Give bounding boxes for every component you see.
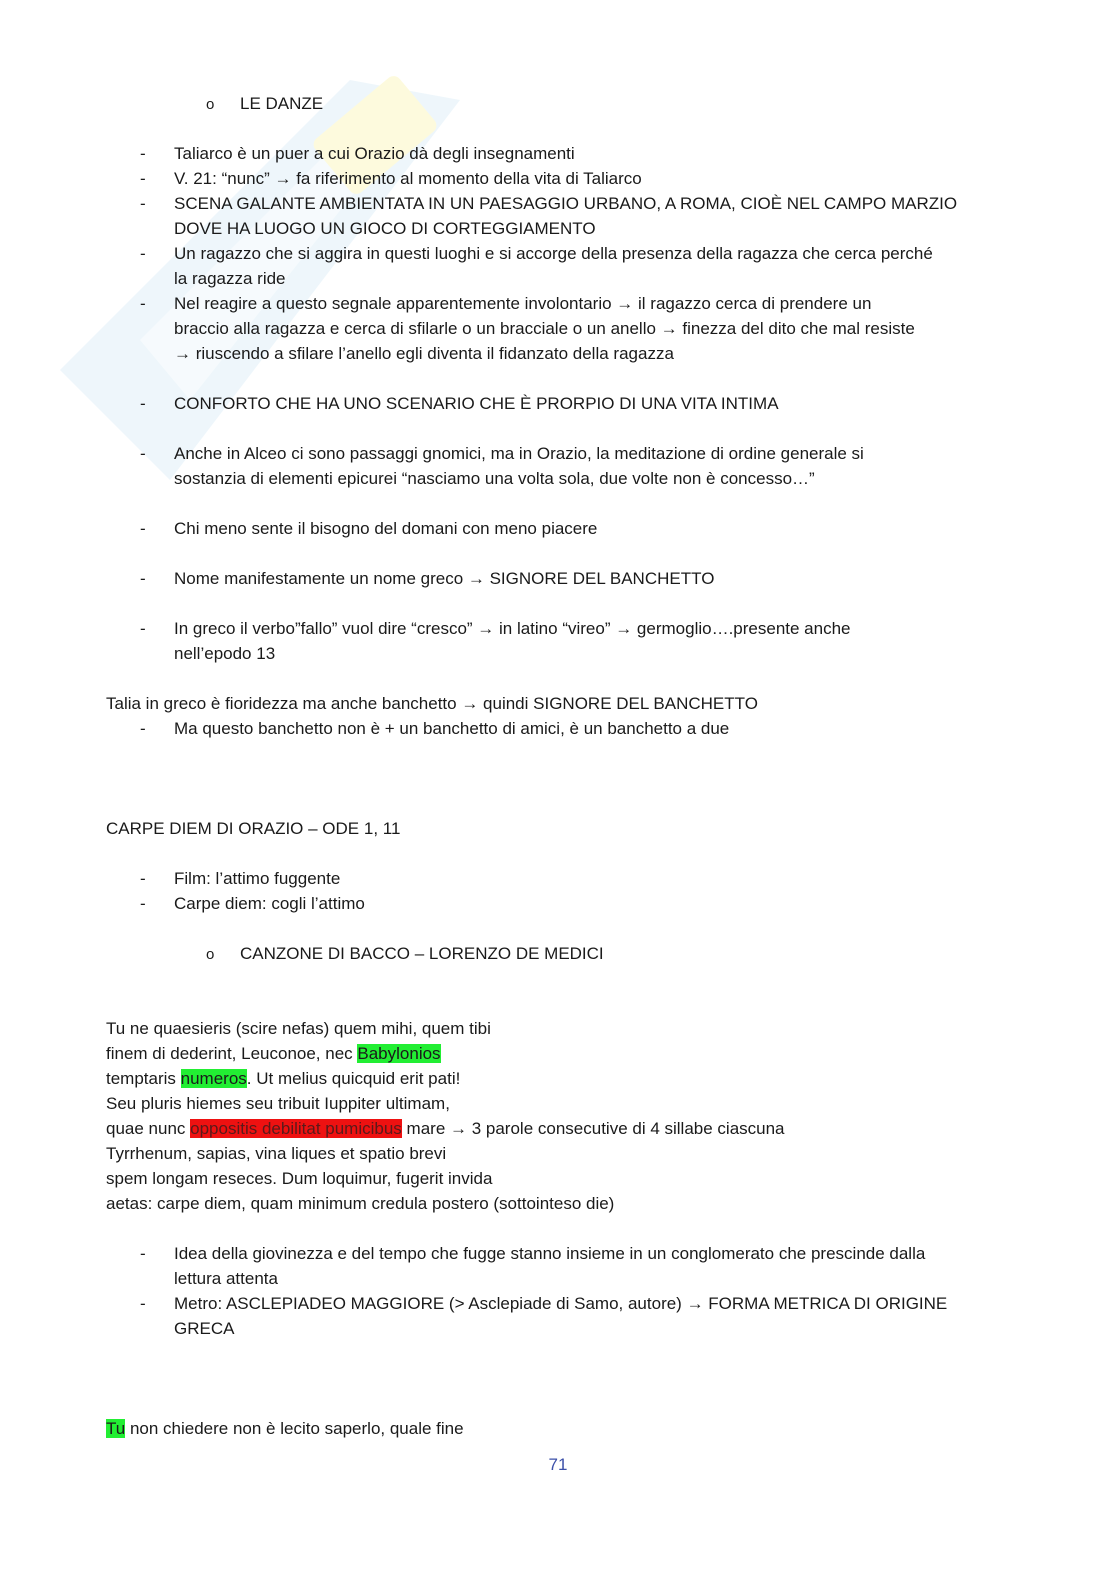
poem-line: spem longam reseces. Dum loquimur, fugerit invida [106,1169,493,1188]
poem-line: finem di dederint, Leuconoe, nec Babylonios [106,1044,441,1063]
list-item-line: Metro: ASCLEPIADEO MAGGIORE (> Asclepiade di Samo, autore) → FORMA METRICA DI ORIGINE [174,1294,948,1313]
list-item-line: la ragazza ride [174,269,286,288]
dash-bullet: - [140,169,146,188]
highlight-green: Tu [106,1419,126,1438]
dash-bullet: - [140,894,146,913]
dash-bullet: - [140,294,146,313]
list-item-line: Un ragazzo che si aggira in questi luoghi e si accorge della presenza della ragazza che cerca perché [174,244,933,263]
list-item-line: sostanzia di elementi epicurei “nasciamo una volta sola, due volte non è concesso…” [174,469,815,488]
subheading: CANZONE DI BACCO – LORENZO DE MEDICI [240,944,604,963]
dash-bullet: - [140,519,146,538]
dash-bullet: - [140,1244,146,1263]
list-item-line: Nome manifestamente un nome greco → SIGNORE DEL BANCHETTO [174,569,715,588]
dash-bullet: - [140,869,146,888]
circle-bullet: o [206,96,215,113]
poem-line: Tu ne quaesieris (scire nefas) quem mihi, quem tibi [106,1019,491,1038]
list-item-line: V. 21: “nunc” → fa riferimento al momento della vita di Taliarco [174,169,642,188]
dash-bullet: - [140,569,146,588]
list-item-line: In greco il verbo”fallo” vuol dire “cresco” → in latino “vireo” → germoglio….presente anche [174,619,851,638]
highlight-green: numeros [180,1069,247,1088]
poem-line: Tyrrhenum, sapias, vina liques et spatio brevi [106,1144,447,1163]
list-item-line: CONFORTO CHE HA UNO SCENARIO CHE È PRORPIO DI UNA VITA INTIMA [174,394,779,413]
list-item-line: Chi meno sente il bisogno del domani con meno piacere [174,519,598,538]
page-number: 71 [548,1455,568,1474]
highlight-green: Babylonios [357,1044,441,1063]
list-item-line: Nel reagire a questo segnale apparentemente involontario → il ragazzo cerca di prendere un [174,294,872,313]
dash-bullet: - [140,444,146,463]
list-item-line: DOVE HA LUOGO UN GIOCO DI CORTEGGIAMENTO [174,219,596,238]
list-item-line: → riuscendo a sfilare l’anello egli diventa il fidanzato della ragazza [174,344,674,363]
highlight-red: oppositis debilitat pumicibus [190,1119,402,1138]
subheading: LE DANZE [240,94,324,113]
poem-line: quae nunc oppositis debilitat pumicibus mare → 3 parole consecutive di 4 sillabe ciascuna [106,1119,785,1138]
list-item: Carpe diem: cogli l’attimo [174,894,365,913]
list-item-line: Taliarco è un puer a cui Orazio dà degli insegnamenti [174,144,575,163]
dash-bullet: - [140,1294,146,1313]
section-title: CARPE DIEM DI ORAZIO – ODE 1, 11 [106,819,401,838]
dash-bullet: - [140,144,146,163]
poem-line: aetas: carpe diem, quam minimum credula postero (sottointeso die) [106,1194,615,1213]
talia-bullet: Ma questo banchetto non è + un banchetto di amici, è un banchetto a due [174,719,730,738]
list-item-line: braccio alla ragazza e cerca di sfilarle o un bracciale o un anello → finezza del dito che mal resiste [174,319,915,338]
dash-bullet: - [140,619,146,638]
circle-bullet: o [206,946,215,963]
dash-bullet: - [140,394,146,413]
list-item-line: SCENA GALANTE AMBIENTATA IN UN PAESAGGIO URBANO, A ROMA, CIOÈ NEL CAMPO MARZIO [174,194,958,213]
poem-line: Seu pluris hiemes seu tribuit Iuppiter ultimam, [106,1094,450,1113]
list-item-line: nell’epodo 13 [174,644,276,663]
dash-bullet: - [140,719,146,738]
last-line: Tu non chiedere non è lecito saperlo, quale fine [106,1419,464,1438]
talia-line: Talia in greco è fioridezza ma anche banchetto → quindi SIGNORE DEL BANCHETTO [106,694,758,713]
list-item: Film: l’attimo fuggente [174,869,341,888]
poem-line: temptaris numeros. Ut melius quicquid erit pati! [106,1069,461,1088]
list-item-line: Anche in Alceo ci sono passaggi gnomici, ma in Orazio, la meditazione di ordine generale si [174,444,864,463]
list-item-line: lettura attenta [174,1269,278,1288]
dash-bullet: - [140,194,146,213]
list-item-line: Idea della giovinezza e del tempo che fugge stanno insieme in un conglomerato che prescinde dalla [174,1244,926,1263]
dash-bullet: - [140,244,146,263]
list-item-line: GRECA [174,1319,235,1338]
